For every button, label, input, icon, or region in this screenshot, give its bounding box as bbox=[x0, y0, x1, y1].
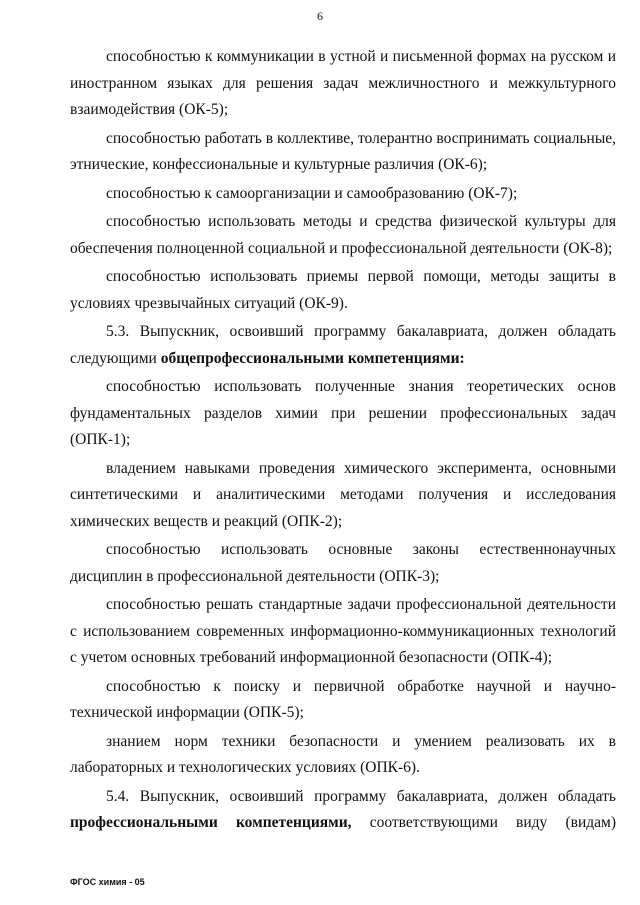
competency-ok-8: способностью использовать методы и средства физической культуры для обеспечения полноценной социальной и профессиональной деятельности (ОК-8); bbox=[70, 213, 616, 257]
competency-ok-6: способностью работать в коллективе, толерантно воспринимать социальные, этнические, конфессиональные и культурные различия (ОК-6); bbox=[70, 129, 616, 173]
competency-opk-1: способностью использовать полученные знания теоретических основ фундаментальных разделов химии при решении профессиональных задач (ОПК-1); bbox=[70, 378, 616, 448]
document-body bbox=[70, 44, 616, 837]
section-5-3-text: 5.3. Выпускник, освоивший программу бакалавриата, должен обладать следующими bbox=[70, 323, 616, 367]
competency-ok-9: способностью использовать приемы первой помощи, методы защиты в условиях чрезвычайных ситуаций (ОК-9). bbox=[70, 268, 616, 312]
section-5-4-bold-term: профессиональными компетенциями, bbox=[70, 814, 352, 831]
section-5-4-text: 5.4. Выпускник, освоивший программу бакалавриата, должен обладать bbox=[106, 787, 616, 805]
competency-opk-6: знанием норм техники безопасности и умением реализовать их в лабораторных и технологических условиях (ОПК-6). bbox=[70, 732, 616, 776]
section-5-3-intro bbox=[70, 319, 616, 372]
section-5-4-intro bbox=[70, 784, 616, 837]
competency-opk-3: способностью использовать основные законы естественнонаучных дисциплин в профессиональной деятельности (ОПК-3); bbox=[70, 541, 616, 585]
competency-opk-2: владением навыками проведения химического эксперимента, основными синтетическими и аналитическими методами получения и исследования химических веществ и реакций (ОПК-2); bbox=[70, 459, 616, 530]
section-5-4-tail: соответствующими виду (видам) bbox=[351, 814, 616, 831]
document-footer: ФГОС химия - 05 bbox=[70, 877, 145, 887]
competency-ok-5: способностью к коммуникации в устной и письменной формах на русском и иностранном языках для решения задач межличностного и межкультурного взаимодействия (ОК-5); bbox=[70, 48, 616, 118]
competency-opk-4: способностью решать стандартные задачи профессиональной деятельности с использованием современных информационно-коммуникационных технологий с учетом основных требований информационной безопасности (ОПК-4); bbox=[70, 596, 616, 666]
competency-opk-5: способностью к поиску и первичной обработке научной и научно-технической информации (ОПК-5); bbox=[70, 677, 616, 721]
competency-ok-7: способностью к самоорганизации и самообразованию (ОК-7); bbox=[106, 184, 518, 202]
section-5-3-bold-term: общепрофессиональными компетенциями: bbox=[160, 349, 465, 367]
page-number: 6 bbox=[317, 9, 323, 23]
